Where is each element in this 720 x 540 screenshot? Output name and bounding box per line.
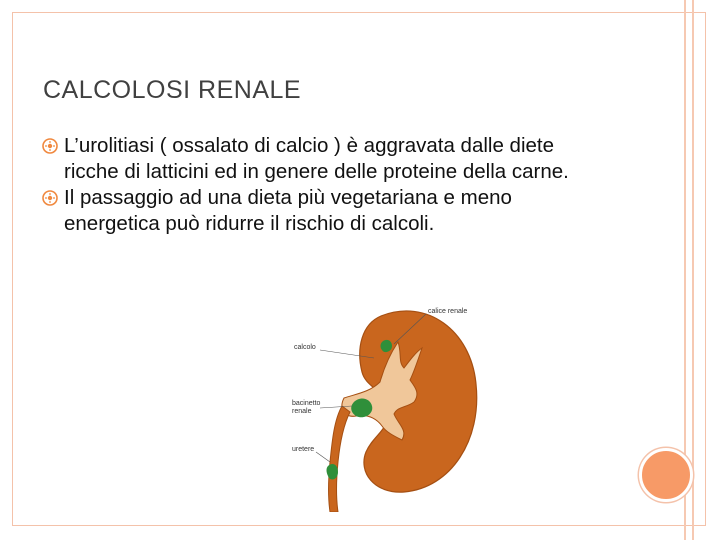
label-bacinetto-line2: renale: [292, 408, 312, 415]
sun-icon: [42, 138, 58, 154]
label-bacinetto-line1: bacinetto: [292, 400, 321, 407]
decorative-circle: [639, 448, 693, 502]
decorative-rule: [692, 0, 694, 540]
label-calcolo: calcolo: [294, 344, 316, 351]
label-calice: calice renale: [428, 308, 468, 315]
kidney-illustration: [286, 302, 506, 512]
label-bacinetto: [292, 400, 320, 416]
bullet-list: [42, 133, 602, 237]
slide-title: CALCOLOSI RENALE: [43, 76, 302, 104]
label-uretere: uretere: [292, 446, 315, 453]
bullet-item: [42, 185, 602, 237]
bullet-text: Il passaggio ad una dieta più vegetariana e meno energetica può ridurre il rischio di calcoli.: [64, 186, 512, 235]
kidney-stone: [327, 464, 339, 479]
ureter: [329, 406, 351, 512]
bullet-item: [42, 133, 602, 185]
bullet-text: L’urolitiasi ( ossalato di calcio ) è aggravata dalle diete ricche di latticini ed in genere delle proteine della carne.: [64, 134, 569, 183]
sun-icon: [42, 190, 58, 206]
